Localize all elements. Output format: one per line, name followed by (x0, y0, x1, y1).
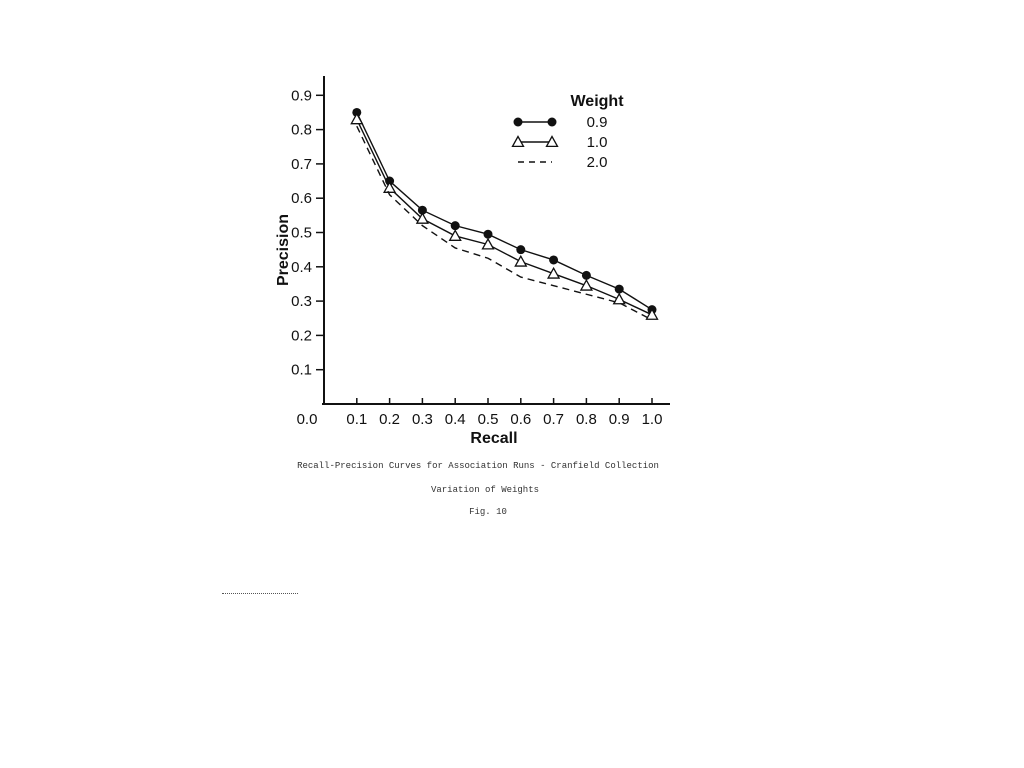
legend-label: 2.0 (586, 154, 608, 171)
y-tick-label: 0.6 (291, 190, 312, 208)
axes (291, 76, 670, 428)
y-tick-label: 0.3 (291, 293, 312, 311)
x-tick-label: 0.8 (575, 411, 597, 428)
legend-item (514, 114, 608, 131)
series-line (357, 112, 652, 309)
y-tick-label: 0.5 (291, 224, 312, 242)
y-tick-label: 0.7 (291, 155, 312, 173)
data-point-triangle (548, 268, 559, 278)
data-point-circle (514, 118, 523, 127)
legend (513, 93, 625, 171)
data-point-circle (548, 118, 557, 127)
legend-label: 1.0 (586, 134, 608, 151)
x-tick-label: 0.5 (477, 411, 499, 428)
x-tick-label: 1.0 (641, 411, 663, 428)
data-point-circle (484, 230, 493, 239)
x-tick-label: 0.6 (510, 411, 532, 428)
data-point-triangle (581, 280, 592, 290)
x-tick-label: 0.4 (444, 411, 466, 428)
series-line (357, 126, 652, 320)
data-point-circle (451, 221, 460, 230)
x-axis-title: Recall (470, 430, 518, 447)
figure-caption-title: Recall-Precision Curves for Association Runs - Cranfield Collection (297, 461, 659, 471)
data-point-triangle (450, 230, 461, 240)
figure-number: Fig. 10 (469, 507, 507, 517)
data-point-triangle (351, 114, 362, 124)
legend-item (518, 154, 607, 171)
y-tick-label: 0.0 (296, 411, 318, 428)
series-weight-2-0 (357, 126, 652, 320)
data-point-circle (615, 285, 624, 294)
y-axis-title: Precision (275, 213, 292, 287)
legend-item (513, 134, 608, 151)
footnote-rule (222, 593, 298, 594)
figure-caption-subtitle: Variation of Weights (430, 485, 540, 495)
x-tick-label: 0.2 (379, 411, 401, 428)
y-tick-label: 0.4 (291, 258, 312, 276)
legend-label: 0.9 (586, 114, 608, 131)
x-tick-label: 0.1 (346, 411, 368, 428)
data-point-circle (549, 255, 558, 264)
x-tick-label: 0.7 (543, 411, 565, 428)
data-point-triangle (515, 256, 526, 266)
x-tick-label: 0.3 (411, 411, 433, 428)
series-line (357, 119, 652, 315)
y-tick-label: 0.2 (291, 327, 312, 345)
series-layer (351, 108, 657, 320)
y-tick-label: 0.1 (291, 361, 312, 379)
y-tick-label: 0.9 (291, 87, 312, 105)
series-weight-0-9 (352, 108, 656, 314)
legend-title: Weight (570, 93, 624, 110)
data-point-circle (516, 245, 525, 254)
series-weight-1-0 (351, 114, 657, 319)
x-tick-label: 0.9 (608, 411, 630, 428)
y-tick-label: 0.8 (291, 121, 312, 139)
data-point-circle (582, 271, 591, 280)
